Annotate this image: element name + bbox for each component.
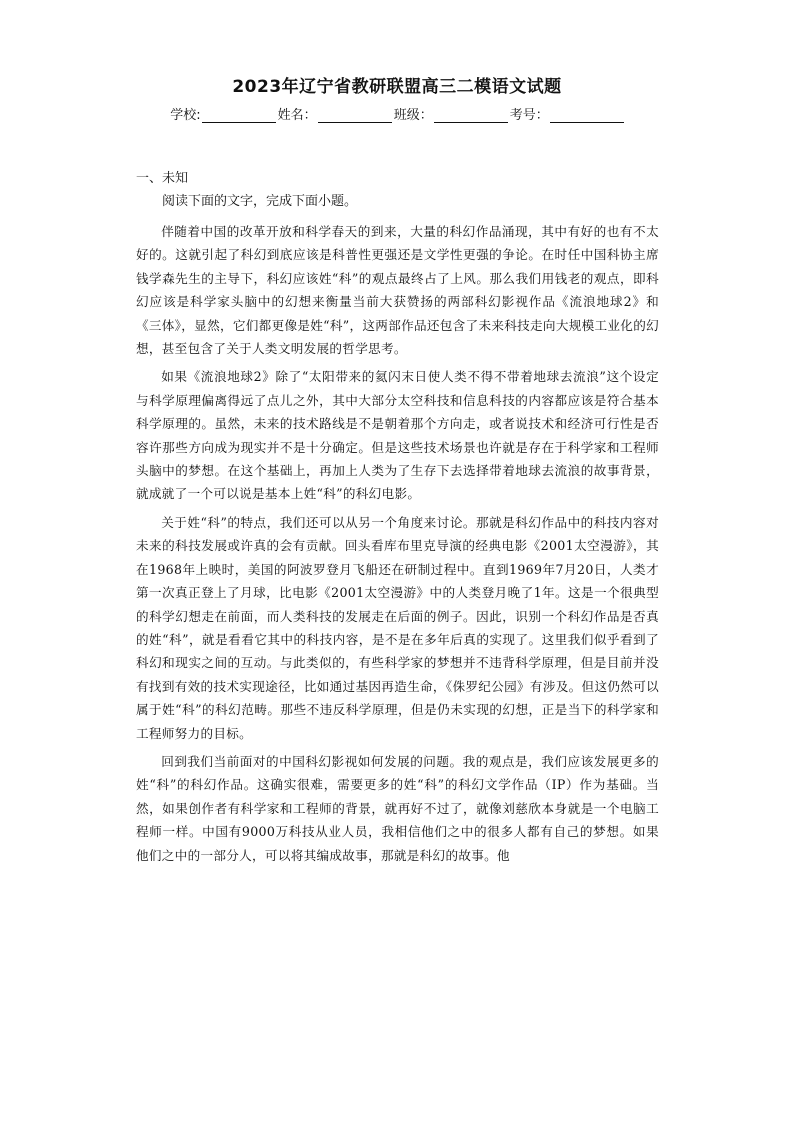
class-field: [394, 104, 508, 123]
school-blank[interactable]: [202, 108, 276, 123]
name-blank[interactable]: [318, 108, 392, 123]
passage-paragraph: 如果《流浪地球2》除了“太阳带来的氦闪末日使人类不得不带着地球去流浪”这个设定与科学原理偏离得远了点儿之外，其中大部分太空科技和信息科技的内容都应该是符合基本科学原理的。虽然，未来的技术路线是不是朝着那个方向走，或者说技术和经济可行性是否容许那些方向成为现实并不是十分确定。但是这些技术场景也许就是存在于科学家和工程师头脑中的梦想。在这个基础上，再加上人类为了生存下去选择带着地球去流浪的故事背景，就成就了一个可以说是基本上姓“科”的科幻电影。: [136, 369, 659, 502]
class-label: 班级：: [393, 108, 433, 123]
passage-paragraph: 伴随着中国的改革开放和科学春天的到来，大量的科幻作品涌现，其中有好的也有不太好的。这就引起了科幻到底应该是科普性更强还是文学性更强的争论。在时任中国科协主席钱学森先生的主导下，科幻应该姓“科”的观点最终占了上风。那么我们用钱老的观点，即科幻应该是科学家头脑中的幻想来衡量当前大获赞扬的两部科幻影视作品《流浪地球2》和《三体》，显然，它们都更像是姓“科”，这两部作品还包含了未来科技走向大规模工业化的幻想，甚至包含了关于人类文明发展的哲学思考。: [136, 224, 659, 357]
section-heading: 一、未知: [136, 171, 189, 186]
name-field: [278, 104, 392, 123]
exam-number-field: [510, 104, 624, 123]
name-label: 姓名：: [277, 108, 317, 123]
exam-number-blank[interactable]: [550, 108, 624, 123]
reading-passage: [136, 220, 659, 872]
page-title: 2023年辽宁省教研联盟高三二模语文试题: [232, 77, 562, 97]
passage-paragraph: 回到我们当前面对的中国科幻影视如何发展的问题。我的观点是，我们应该发展更多的姓“科”的科幻作品。这确实很难，需要更多的姓“科”的科幻文学作品（IP）作为基础。当然，如果创作者有科学家和工程师的背景，就再好不过了，就像刘慈欣本身就是一个电脑工程师一样。中国有9000万科技从业人员，我相信他们之中的很多人都有自己的梦想。如果他们之中的一部分人，可以将其编成故事，那就是科幻的故事。他: [136, 753, 659, 863]
reading-instruction: 阅读下面的文字，完成下面小题。: [162, 194, 358, 209]
class-blank[interactable]: [434, 108, 508, 123]
student-info-line: [0, 104, 794, 123]
school-label: 学校:: [170, 108, 201, 123]
school-field: [170, 104, 275, 123]
passage-paragraph: 关于姓“科”的特点，我们还可以从另一个角度来讨论。那就是科幻作品中的科技内容对未来的科技发展或许真的会有贡献。回头看库布里克导演的经典电影《2001太空漫游》，其在1968年上映时，美国的阿波罗登月飞船还在研制过程中。直到1969年7月20日，人类才第一次真正登上了月球，比电影《2001太空漫游》中的人类登月晚了1年。这是一个很典型的科学幻想走在前面，而人类科技的发展走在后面的例子。因此，识别一个科幻作品是否真的姓“科”，就是看看它其中的科技内容，是不是在多年后真的实现了。这里我们似乎看到了科幻和现实之间的互动。与此类似的，有些科学家的梦想并不违背科学原理，但是目前并没有找到有效的技术实现途径，比如通过基因再造生命，《侏罗纪公园》有涉及。但这仍然可以属于姓“科”的科幻范畴。那些不违反科学原理，但是仍未实现的幻想，正是当下的科学家和工程师努力的目标。: [136, 514, 659, 741]
exam-number-label: 考号：: [509, 108, 549, 123]
